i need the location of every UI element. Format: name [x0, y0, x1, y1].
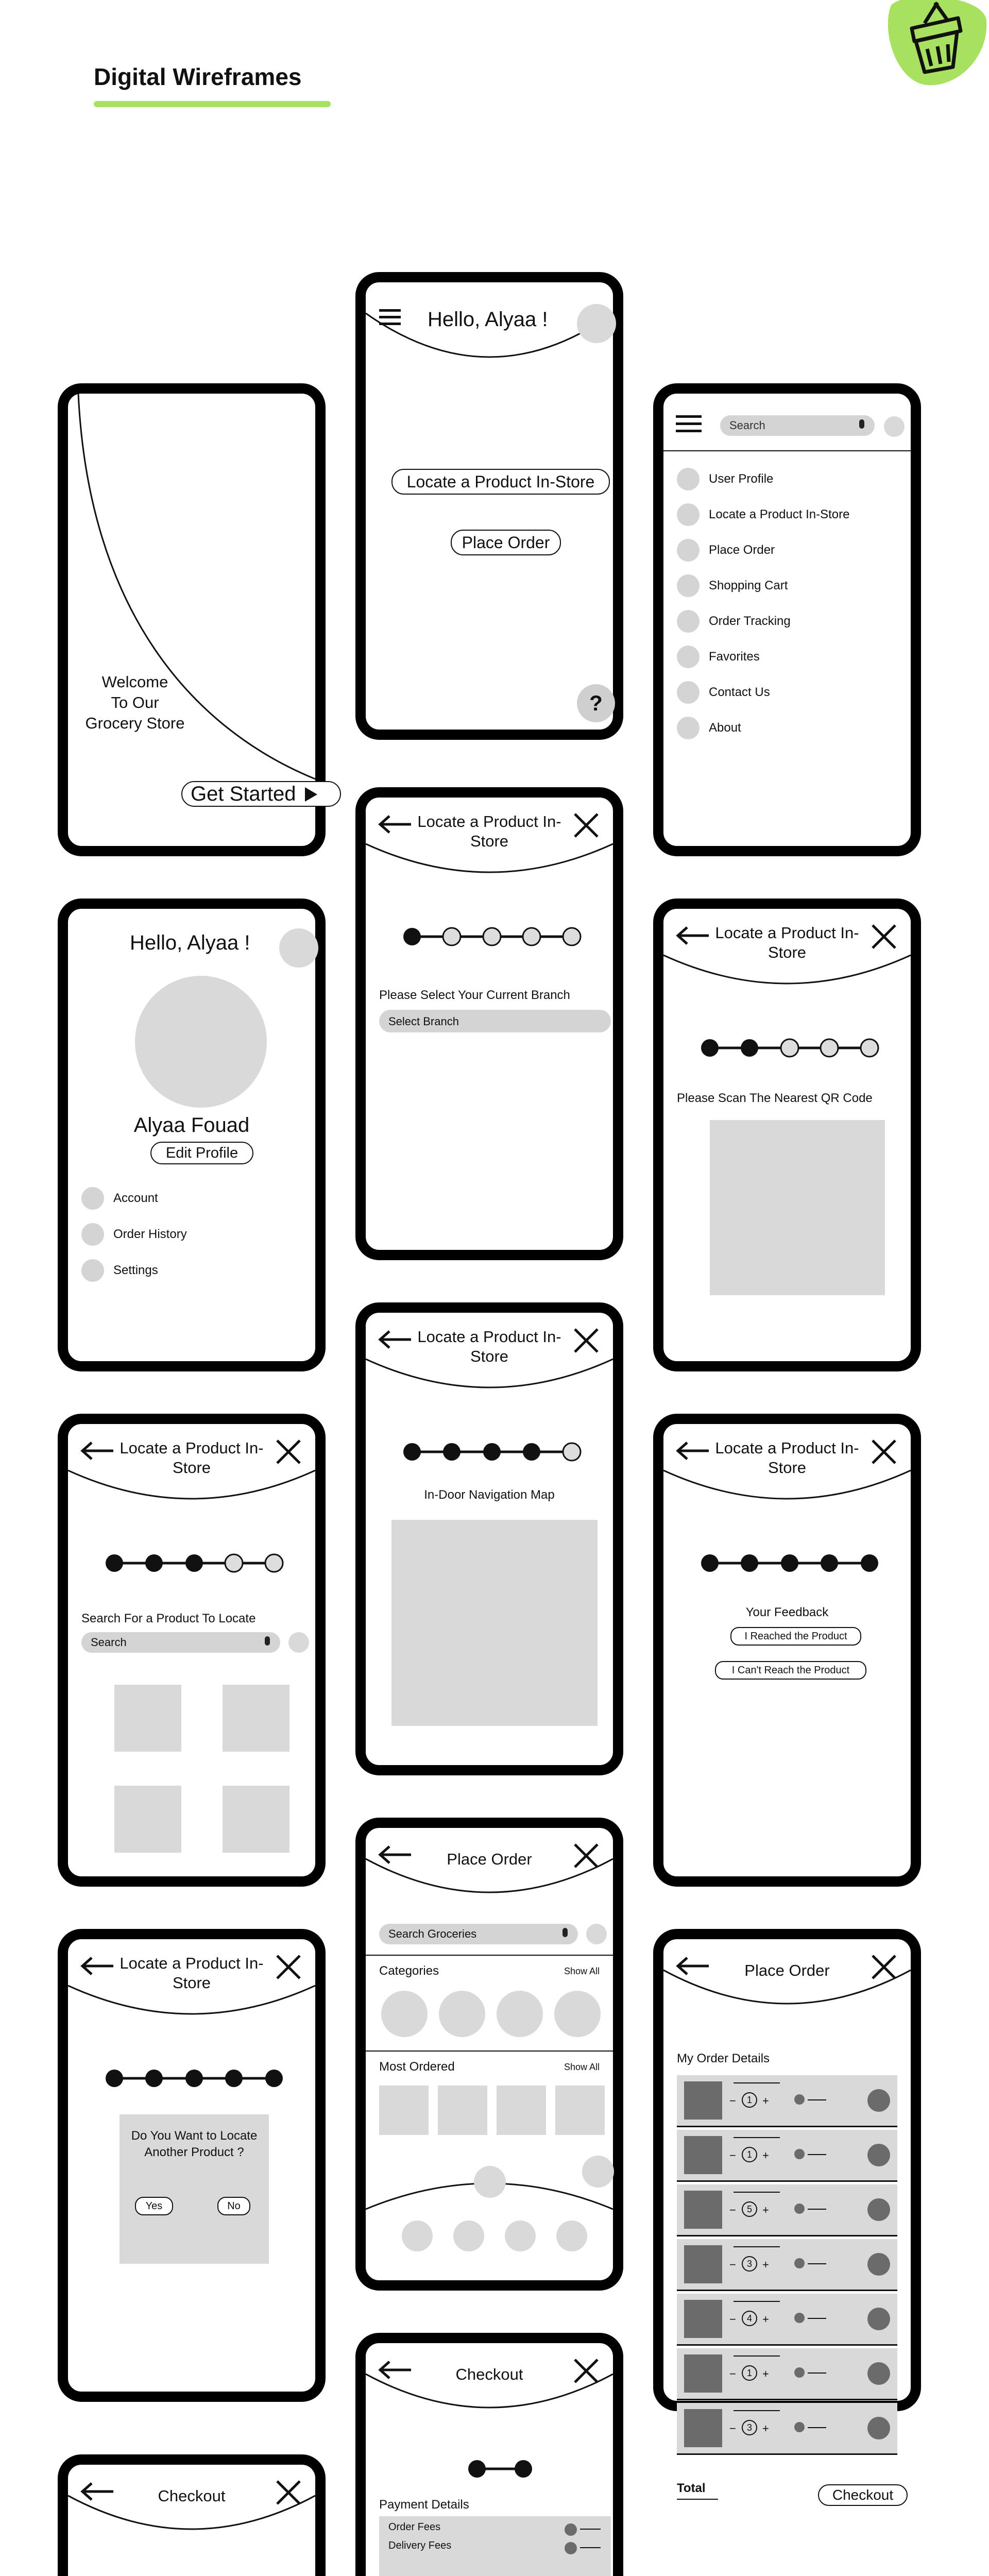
- hamburger-icon[interactable]: [676, 415, 702, 432]
- basket-badge-top: [876, 0, 989, 93]
- filter-icon[interactable]: [288, 1632, 309, 1653]
- screen-title: Checkout: [158, 2487, 226, 2505]
- progress-stepper: [104, 1553, 284, 1573]
- product-tile[interactable]: [497, 2086, 546, 2135]
- product-tile[interactable]: [438, 2086, 487, 2135]
- close-icon[interactable]: [871, 923, 897, 950]
- order-row: [677, 2403, 897, 2455]
- minus-icon[interactable]: −: [729, 2313, 736, 2326]
- mic-icon[interactable]: [859, 419, 864, 429]
- search-prompt: Search For a Product To Locate: [81, 1612, 256, 1625]
- title-underline: [94, 101, 331, 107]
- close-icon[interactable]: [573, 2358, 600, 2384]
- quantity-value: 1: [742, 2365, 757, 2381]
- order-row: [677, 2348, 897, 2400]
- page-title: Digital Wireframes: [94, 63, 302, 90]
- feedback-label: Your Feedback: [745, 1605, 829, 1619]
- order-row: [677, 2130, 897, 2182]
- place-order-button[interactable]: Place Order: [451, 530, 561, 555]
- progress-stepper: [104, 2068, 284, 2089]
- close-icon[interactable]: [871, 1438, 897, 1465]
- get-started-button[interactable]: Get Started: [181, 781, 341, 807]
- profile-name: Alyaa Fouad: [133, 1114, 250, 1137]
- hamburger-icon[interactable]: [379, 309, 401, 325]
- progress-stepper: [700, 1038, 880, 1058]
- product-tile[interactable]: [114, 1786, 181, 1853]
- remove-item-icon[interactable]: [867, 2144, 890, 2166]
- profile-photo: [135, 976, 267, 1108]
- screen-title: Place Order: [447, 1850, 532, 1868]
- close-icon[interactable]: [275, 2479, 302, 2506]
- remove-item-icon[interactable]: [867, 2417, 890, 2439]
- minus-icon[interactable]: −: [729, 2367, 736, 2380]
- quantity-value: 1: [742, 2092, 757, 2108]
- greeting: Hello, Alyaa !: [428, 308, 548, 331]
- categories-show-all[interactable]: Show All: [564, 1966, 600, 1976]
- screen-checkout-address: [58, 2454, 326, 2576]
- plus-icon[interactable]: +: [762, 2422, 769, 2435]
- product-thumbnail: [684, 2136, 722, 2174]
- product-tile[interactable]: [223, 1786, 289, 1853]
- categories-label: Categories: [379, 1964, 439, 1978]
- close-icon[interactable]: [871, 1954, 897, 1980]
- screen-locate-search: [58, 1414, 326, 1887]
- search-bar[interactable]: Search: [720, 415, 875, 436]
- screen-locate-again: [58, 1929, 326, 2402]
- order-row: [677, 2239, 897, 2291]
- total-label: Total: [677, 2481, 706, 2495]
- progress-stepper: [402, 1442, 582, 1462]
- reached-product-button[interactable]: I Reached the Product: [730, 1627, 861, 1646]
- category-item[interactable]: [497, 1991, 543, 2037]
- category-item[interactable]: [381, 1991, 428, 2037]
- checkout-button[interactable]: Checkout: [818, 2484, 908, 2506]
- play-icon: [305, 787, 317, 802]
- indoor-map[interactable]: [391, 1520, 598, 1726]
- product-thumbnail: [684, 2245, 722, 2283]
- product-tile[interactable]: [223, 1685, 289, 1752]
- product-thumbnail: [684, 2191, 722, 2229]
- plus-icon[interactable]: +: [762, 2258, 769, 2271]
- screen-place-order-details: [653, 1929, 921, 2503]
- mic-icon[interactable]: [265, 1636, 270, 1646]
- search-input[interactable]: Search: [81, 1632, 280, 1653]
- nav-item[interactable]: [505, 2221, 536, 2251]
- close-icon[interactable]: [573, 1327, 600, 1354]
- remove-item-icon[interactable]: [867, 2308, 890, 2330]
- minus-icon[interactable]: −: [729, 2204, 736, 2216]
- no-button[interactable]: No: [217, 2197, 250, 2215]
- screen-place-order-browse: [355, 1818, 623, 2291]
- payment-summary: Order Fees Delivery Fees: [379, 2516, 611, 2576]
- nav-center-button[interactable]: [474, 2166, 506, 2198]
- locate-again-dialog: Do You Want to Locate Another Product ? Yes No: [120, 2114, 269, 2264]
- map-label: In-Door Navigation Map: [424, 1488, 555, 1502]
- product-tile[interactable]: [555, 2086, 605, 2135]
- minus-icon[interactable]: −: [729, 2149, 736, 2162]
- progress-stepper: [402, 926, 582, 947]
- minus-icon[interactable]: −: [729, 2422, 736, 2435]
- locate-product-button[interactable]: Locate a Product In-Store: [391, 469, 610, 495]
- screen-title: Checkout: [455, 2365, 523, 2383]
- screen-title: Locate a Product In-Store: [417, 1328, 561, 1365]
- plus-icon[interactable]: +: [762, 2367, 769, 2380]
- product-thumbnail: [684, 2300, 722, 2338]
- category-item[interactable]: [554, 1991, 601, 2037]
- product-tile[interactable]: [379, 2086, 429, 2135]
- screen-title: Locate a Product In-Store: [417, 812, 561, 850]
- quantity-value: 4: [742, 2311, 757, 2326]
- screen-side-menu: Search User Profile Locate a Product In-Store Place Order Shopping Cart Order Tracking Favorites Contact Us About: [653, 383, 921, 856]
- quantity-value: 3: [742, 2256, 757, 2272]
- screen-checkout-payment: [355, 2333, 623, 2576]
- screen-title: Locate a Product In-Store: [120, 1954, 264, 1992]
- order-details-label: My Order Details: [677, 2052, 770, 2065]
- order-row: [677, 2184, 897, 2236]
- decorative-curve: [68, 394, 315, 846]
- avatar-icon[interactable]: [279, 928, 318, 968]
- nav-item[interactable]: [556, 2221, 587, 2251]
- product-tile[interactable]: [114, 1685, 181, 1752]
- plus-icon[interactable]: +: [762, 2204, 769, 2216]
- greeting: Hello, Alyaa !: [130, 931, 250, 954]
- plus-icon[interactable]: +: [762, 2094, 769, 2107]
- search-input[interactable]: Search Groceries: [379, 1924, 578, 1944]
- most-ordered-label: Most Ordered: [379, 2060, 455, 2074]
- screen-locate-qr: [653, 899, 921, 1371]
- remove-item-icon[interactable]: [867, 2362, 890, 2385]
- avatar-icon[interactable]: [577, 304, 616, 343]
- minus-icon[interactable]: −: [729, 2094, 736, 2107]
- screen-locate-map: [355, 1302, 623, 1775]
- screen-locate-feedback: [653, 1414, 921, 1887]
- remove-item-icon[interactable]: [867, 2089, 890, 2112]
- mic-icon[interactable]: [562, 1928, 568, 1937]
- qr-scanner-area[interactable]: [710, 1120, 885, 1295]
- remove-item-icon[interactable]: [867, 2253, 890, 2276]
- nav-item[interactable]: [453, 2221, 484, 2251]
- edit-profile-button[interactable]: Edit Profile: [150, 1142, 253, 1164]
- progress-stepper: [700, 1553, 880, 1573]
- order-row: [677, 2075, 897, 2127]
- screen-title: Locate a Product In-Store: [715, 1439, 859, 1477]
- category-item[interactable]: [439, 1991, 485, 2037]
- payment-details-label: Payment Details: [379, 2498, 469, 2512]
- product-thumbnail: [684, 2081, 722, 2120]
- product-thumbnail: [684, 2409, 722, 2447]
- order-row: [677, 2294, 897, 2346]
- quantity-value: 1: [742, 2147, 757, 2162]
- screen-home: [355, 272, 623, 740]
- plus-icon[interactable]: +: [762, 2313, 769, 2326]
- yes-button[interactable]: Yes: [135, 2197, 173, 2215]
- qr-prompt: Please Scan The Nearest QR Code: [677, 1091, 873, 1105]
- screen-title: Locate a Product In-Store: [715, 924, 859, 961]
- close-icon[interactable]: [275, 1438, 302, 1465]
- total-value: [677, 2499, 718, 2500]
- branch-select[interactable]: Select Branch: [379, 1010, 611, 1032]
- screen-title: Place Order: [744, 1961, 830, 1979]
- most-ordered-show-all[interactable]: Show All: [564, 2062, 600, 2072]
- quantity-value: 3: [742, 2420, 757, 2435]
- screen-welcome: [58, 383, 326, 856]
- filter-icon[interactable]: [586, 1924, 607, 1944]
- branch-prompt: Please Select Your Current Branch: [379, 988, 570, 1002]
- nav-item[interactable]: [402, 2221, 433, 2251]
- product-thumbnail: [684, 2354, 722, 2393]
- screen-title: Locate a Product In-Store: [120, 1439, 264, 1477]
- screen-profile: Hello, Alyaa ! Alyaa Fouad Edit Profile Account Order History Settings: [58, 899, 326, 1371]
- cart-fab[interactable]: [582, 2156, 614, 2188]
- close-icon[interactable]: [573, 1842, 600, 1869]
- plus-icon[interactable]: +: [762, 2149, 769, 2162]
- screen-locate-branch: [355, 787, 623, 1260]
- close-icon[interactable]: [573, 812, 600, 839]
- progress-stepper: [467, 2459, 534, 2479]
- close-icon[interactable]: [275, 1954, 302, 1980]
- remove-item-icon[interactable]: [867, 2198, 890, 2221]
- quantity-value: 5: [742, 2201, 757, 2217]
- cant-reach-product-button[interactable]: I Can't Reach the Product: [715, 1661, 866, 1680]
- help-icon[interactable]: ?: [577, 684, 615, 722]
- filter-icon[interactable]: [884, 416, 905, 437]
- welcome-text: Welcome To Our Grocery Store: [85, 673, 185, 732]
- minus-icon[interactable]: −: [729, 2258, 736, 2271]
